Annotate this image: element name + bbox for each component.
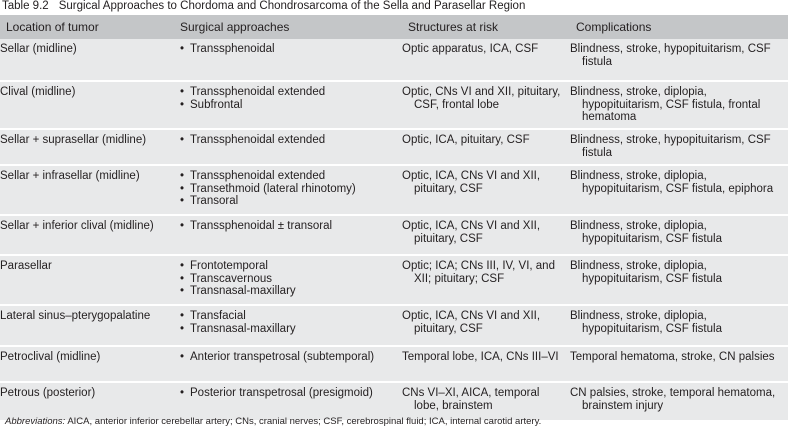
- approach-item: [180, 43, 398, 56]
- approach-text: Transsphenoidal ± transoral: [190, 220, 333, 232]
- approach-text: Transfacial: [190, 310, 246, 322]
- header-row: [0, 15, 788, 39]
- table-row: [0, 81, 788, 129]
- table-row: [0, 382, 788, 420]
- approach-item: [180, 170, 398, 183]
- cell-structures: Optic; ICA; CNs III, IV, VI, and XII; pituitary; CSF: [402, 255, 570, 305]
- approach-list: [180, 134, 398, 147]
- footnote-label: Abbreviations:: [5, 416, 66, 427]
- cell-complications: CN palsies, stroke, temporal hematoma, brainstem injury: [570, 382, 788, 420]
- table-row: [0, 305, 788, 346]
- approach-item: [180, 260, 398, 273]
- surgical-approaches-table: [0, 15, 788, 420]
- cell-structures: Temporal lobe, ICA, CNs III–VI: [402, 346, 570, 382]
- approach-text: Subfrontal: [190, 98, 243, 111]
- approach-item: [180, 273, 398, 286]
- cell-location: Parasellar: [0, 255, 174, 305]
- header-approaches: Surgical approaches: [174, 15, 402, 39]
- cell-approaches: [174, 81, 402, 129]
- cell-structures: Optic apparatus, ICA, CSF: [402, 39, 570, 81]
- bullet-icon: •: [180, 134, 185, 146]
- bullet-icon: •: [180, 322, 185, 335]
- bullet-icon: •: [180, 285, 185, 298]
- approach-item: [180, 183, 398, 196]
- table-row: [0, 346, 788, 382]
- approach-text: Transnasal-maxillary: [190, 285, 296, 298]
- cell-complications: Blindness, stroke, diplopia, hypopituitarism, CSF fistula, frontal hematoma: [570, 81, 788, 129]
- approach-text: Transoral: [190, 195, 239, 208]
- footnote-text: AICA, anterior inferior cerebellar artery; CNs, cranial nerves; CSF, cerebrospinal fluid; ICA, internal carotid artery.: [67, 416, 542, 427]
- table-row: [0, 39, 788, 81]
- cell-structures: Optic, CNs VI and XII, pituitary, CSF, frontal lobe: [402, 81, 570, 129]
- bullet-icon: •: [180, 220, 185, 232]
- approach-text: Transethmoid (lateral rhinotomy): [190, 182, 356, 195]
- approach-text: Posterior transpetrosal (presigmoid): [190, 387, 373, 399]
- header-location: Location of tumor: [0, 15, 174, 39]
- header-complications: Complications: [570, 15, 788, 39]
- cell-complications: Blindness, stroke, hypopituitarism, CSF fistula: [570, 39, 788, 81]
- cell-structures: Optic, ICA, pituitary, CSF: [402, 129, 570, 165]
- table-row: [0, 165, 788, 215]
- bullet-icon: •: [180, 195, 185, 208]
- approach-text: Transnasal-maxillary: [190, 322, 296, 335]
- approach-item: [180, 285, 398, 298]
- approach-list: [180, 220, 398, 233]
- cell-complications: Blindness, stroke, diplopia, hypopituitarism, CSF fistula: [570, 215, 788, 255]
- cell-approaches: [174, 129, 402, 165]
- table-row: [0, 129, 788, 165]
- bullet-icon: •: [180, 43, 185, 55]
- table-body: [0, 39, 788, 420]
- approach-text: Transsphenoidal extended: [190, 134, 326, 146]
- cell-location: Clival (midline): [0, 81, 174, 129]
- approach-text: Transcavernous: [190, 272, 273, 285]
- approach-item: [180, 387, 398, 400]
- cell-approaches: [174, 346, 402, 382]
- cell-location: Sellar + infrasellar (midline): [0, 165, 174, 215]
- footnote: [5, 416, 541, 427]
- approach-item: [180, 86, 398, 99]
- table-title: Surgical Approaches to Chordoma and Chondrosarcoma of the Sella and Parasellar Region: [58, 0, 526, 12]
- approach-list: [180, 351, 398, 364]
- cell-location: Lateral sinus–pterygopalatine: [0, 305, 174, 346]
- table-row: [0, 215, 788, 255]
- cell-complications: Blindness, stroke, diplopia, hypopituitarism, CSF fistula, epiphora: [570, 165, 788, 215]
- approach-list: [180, 43, 398, 56]
- bullet-icon: •: [180, 170, 185, 182]
- cell-structures: Optic, ICA, CNs VI and XII, pituitary, CSF: [402, 215, 570, 255]
- cell-structures: Optic, ICA, CNs VI and XII, pituitary, CSF: [402, 165, 570, 215]
- bullet-icon: •: [180, 86, 185, 98]
- bullet-icon: •: [180, 351, 185, 363]
- approach-text: Transsphenoidal extended: [190, 86, 326, 98]
- cell-approaches: [174, 215, 402, 255]
- table-row: [0, 255, 788, 305]
- cell-location: Sellar + inferior clival (midline): [0, 215, 174, 255]
- approach-text: Frontotemporal: [190, 260, 268, 272]
- table-caption: [2, 0, 525, 13]
- header-structures: Structures at risk: [402, 15, 570, 39]
- approach-item: [180, 310, 398, 323]
- cell-location: Sellar (midline): [0, 39, 174, 81]
- cell-complications: Blindness, stroke, diplopia, hypopituitarism, CSF fistula: [570, 255, 788, 305]
- approach-item: [180, 220, 398, 233]
- approach-item: [180, 195, 398, 208]
- approach-item: [180, 134, 398, 147]
- cell-location: Petroclival (midline): [0, 346, 174, 382]
- approach-list: [180, 86, 398, 111]
- approach-list: [180, 260, 398, 298]
- cell-structures: Optic, ICA, CNs VI and XII, pituitary, CSF: [402, 305, 570, 346]
- cell-complications: Blindness, stroke, hypopituitarism, CSF fistula: [570, 129, 788, 165]
- cell-complications: Temporal hematoma, stroke, CN palsies: [570, 346, 788, 382]
- cell-complications: Blindness, stroke, diplopia, hypopituitarism, CSF fistula: [570, 305, 788, 346]
- cell-approaches: [174, 382, 402, 420]
- cell-approaches: [174, 255, 402, 305]
- bullet-icon: •: [180, 182, 185, 195]
- table-number: Table 9.2: [2, 0, 49, 12]
- cell-location: Sellar + suprasellar (midline): [0, 129, 174, 165]
- bullet-icon: •: [180, 98, 185, 111]
- approach-list: [180, 170, 398, 208]
- approach-item: [180, 323, 398, 336]
- cell-approaches: [174, 39, 402, 81]
- bullet-icon: •: [180, 387, 185, 399]
- bullet-icon: •: [180, 272, 185, 285]
- cell-approaches: [174, 305, 402, 346]
- approach-text: Anterior transpetrosal (subtemporal): [190, 351, 375, 363]
- bullet-icon: •: [180, 310, 185, 322]
- cell-approaches: [174, 165, 402, 215]
- approach-text: Transsphenoidal: [190, 43, 275, 55]
- approach-item: [180, 99, 398, 112]
- approach-text: Transsphenoidal extended: [190, 170, 326, 182]
- bullet-icon: •: [180, 260, 185, 272]
- cell-location: Petrous (posterior): [0, 382, 174, 420]
- approach-list: [180, 387, 398, 400]
- approach-item: [180, 351, 398, 364]
- approach-list: [180, 310, 398, 335]
- cell-structures: CNs VI–XI, AICA, temporal lobe, brainstem: [402, 382, 570, 420]
